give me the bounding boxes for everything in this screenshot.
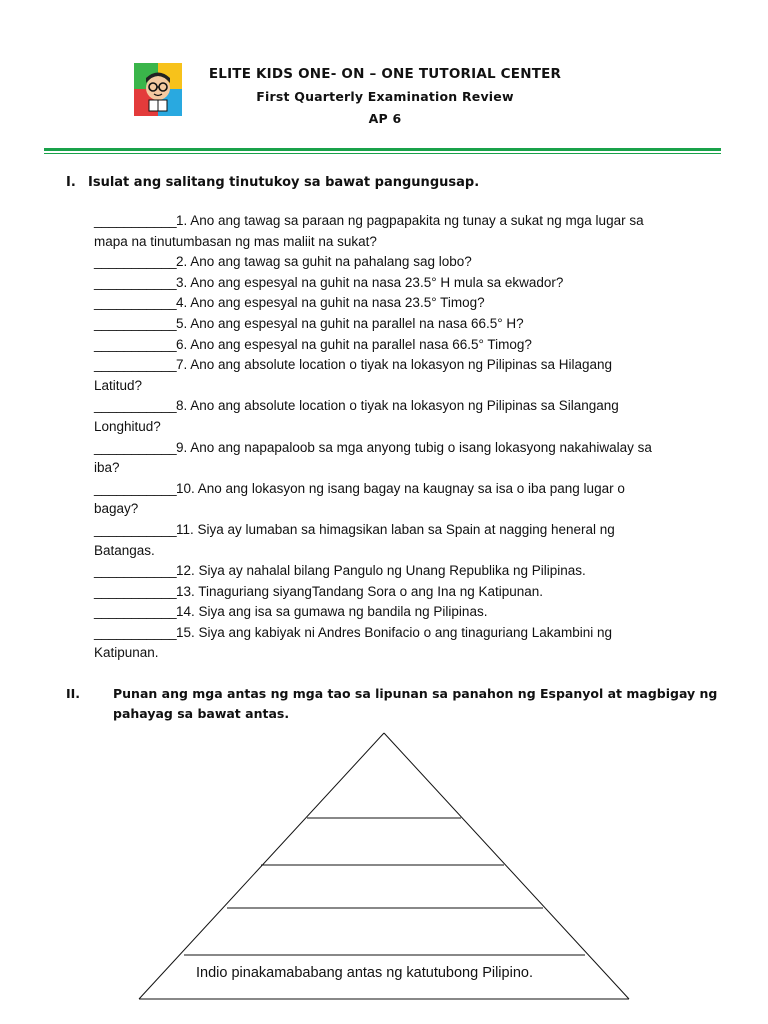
section-1-instruction: Isulat ang salitang tinutukoy sa bawat pangungusap. [88,175,480,190]
question-text: 10. Ano ang lokasyon ng isang bagay na kaugnay sa isa o iba pang lugar o [176,480,625,496]
bottom-tier-label: Indio pinakamababang antas ng katutubong Pilipino. [196,965,533,981]
question-text-continued: Longhitud? [94,418,161,434]
answer-blank[interactable]: ___________ [94,521,177,537]
question-text: 14. Siya ang isa sa gumawa ng bandila ng Pilipinas. [176,604,488,620]
question-text-continued: iba? [94,460,120,476]
question-text-continued: Katipunan. [94,645,159,661]
answer-blank[interactable]: ___________ [94,274,177,290]
question-text: 5. Ano ang espesyal na guhit na parallel na nasa 66.5° H? [176,315,524,331]
answer-blank[interactable]: ___________ [94,624,177,640]
section-2-instruction: Punan ang mga antas ng mga tao sa lipunan sa panahon ng Espanyol at magbigay ng pahayag sa bawat antas. [113,686,718,721]
answer-blank[interactable]: ___________ [94,480,177,496]
answer-blank[interactable]: ___________ [94,357,177,373]
question-text-continued: Batangas. [94,542,155,558]
question-text: 11. Siya ay lumaban sa himagsikan laban sa Spain at nagging heneral ng [176,521,615,537]
answer-blank[interactable]: ___________ [94,439,177,455]
subject-label: AP 6 [368,111,402,126]
question-text: 8. Ano ang absolute location o tiyak na lokasyon ng Pilipinas sa Silangang [176,398,619,414]
question-text-continued: Latitud? [94,377,143,393]
answer-blank[interactable]: ___________ [94,563,177,579]
question-text: 12. Siya ay nahalal bilang Pangulo ng Unang Republika ng Pilipinas. [176,563,586,579]
exam-title: First Quarterly Examination Review [256,89,514,104]
question-text: 13. Tinaguriang siyangTandang Sora o ang Ina ng Katipunan. [176,583,544,599]
answer-blank[interactable]: ___________ [94,315,177,331]
section-2-number: II. [66,686,81,701]
section-1-number: I. [66,175,76,190]
question-text: 3. Ano ang espesyal na guhit na nasa 23.5° H mula sa ekwador? [176,274,564,290]
answer-blank[interactable]: ___________ [94,336,177,352]
question-text: 7. Ano ang absolute location o tiyak na lokasyon ng Pilipinas sa Hilagang [176,357,613,373]
answer-blank[interactable]: ___________ [94,398,177,414]
answer-blank[interactable]: ___________ [94,295,177,311]
question-text: 6. Ano ang espesyal na guhit na parallel nasa 66.5° Timog? [176,336,532,352]
question-text-continued: bagay? [94,501,139,517]
answer-blank[interactable]: ___________ [94,213,177,228]
question-text: 2. Ano ang tawag sa guhit na pahalang sag lobo? [176,254,472,270]
answer-blank[interactable]: ___________ [94,604,177,620]
question-text: 1. Ano ang tawag sa paraan ng pagpapakita ng tunay a sukat ng mga lugar sa [176,213,644,228]
question-text: 15. Siya ang kabiyak ni Andres Bonifacio o ang tinaguriang Lakambini ng [176,624,613,640]
question-text-continued: mapa na tinutumbasan ng mas maliit na sukat? [94,233,377,249]
pyramid-left-edge [139,733,384,999]
pyramid-right-edge [384,733,629,999]
answer-blank[interactable]: ___________ [94,583,177,599]
question-text: 4. Ano ang espesyal na guhit na nasa 23.5° Timog? [176,295,485,311]
center-name: ELITE KIDS ONE- ON – ONE TUTORIAL CENTER [208,66,562,82]
question-text: 9. Ano ang napapaloob sa mga anyong tubig o isang lokasyong nakahiwalay sa [176,439,652,455]
answer-blank[interactable]: ___________ [94,254,177,270]
